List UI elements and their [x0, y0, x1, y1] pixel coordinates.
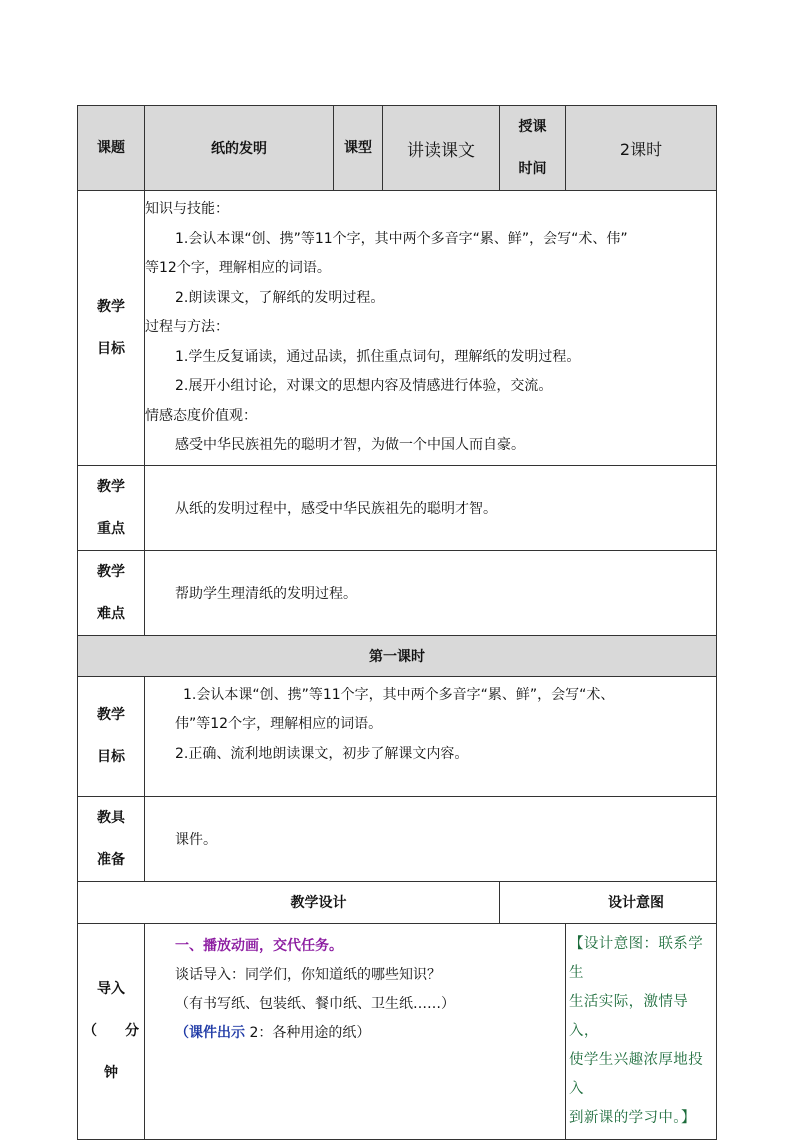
goals-line: 知识与技能： [145, 201, 229, 217]
lesson-plan-table [77, 105, 717, 1140]
intent-line: 使学生兴趣浓厚地投入 [569, 1051, 704, 1097]
difficulties-row [78, 550, 717, 635]
key-points-label [78, 465, 145, 550]
lesson1-goal-line: 伟”等12个字，理解相应的词语。 [175, 716, 383, 732]
goals-line: 2.朗读课文，了解纸的发明过程。 [175, 289, 385, 306]
difficulties-text: 帮助学生理清纸的发明过程。 [145, 550, 717, 635]
lesson1-goals-label-line1: 教学 [97, 707, 125, 723]
key-points-label-line1: 教学 [97, 478, 125, 495]
intro-row [78, 923, 717, 1139]
tools-label-line1: 教具 [97, 809, 125, 826]
difficulties-label-line1: 教学 [97, 563, 125, 580]
lesson1-goals-label-line2: 目标 [97, 749, 125, 765]
tools-row [78, 796, 717, 881]
time-label-line1: 授课 [518, 119, 547, 135]
courseware-text: 2：各种用途的纸） [245, 1024, 371, 1041]
tools-text: 课件。 [145, 796, 717, 881]
intro-label-line3: 钟 [104, 1065, 118, 1081]
key-points-row [78, 465, 717, 550]
intro-label-line2: （ 分 [83, 1023, 139, 1039]
goals-line: 感受中华民族祖先的聪明才智，为做一个中国人而自豪。 [175, 437, 525, 453]
courseware-label: （课件出示 [175, 1024, 245, 1041]
topic-value: 纸的发明 [145, 106, 334, 191]
lesson1-goals-label [78, 676, 145, 796]
intro-line-courseware [145, 1019, 565, 1048]
intro-label [78, 923, 145, 1139]
time-label-line2: 时间 [518, 161, 547, 177]
intro-line: 谈话导入：同学们，你知道纸的哪些知识？ [175, 966, 441, 983]
lesson1-goals-row [78, 676, 717, 796]
key-points-label-line2: 重点 [97, 520, 125, 537]
lesson1-goal-line: 2.正确、流利地朗读课文，初步了解课文内容。 [175, 745, 469, 762]
type-value: 讲读课文 [383, 106, 500, 191]
design-header-left: 教学设计 [78, 881, 500, 923]
design-header-row [78, 881, 717, 923]
design-header-right: 设计意图 [500, 881, 717, 923]
goals-row [78, 191, 717, 466]
design-intent [566, 923, 717, 1139]
goals-line: 等12个字，理解相应的词语。 [145, 260, 331, 276]
goals-label-line2: 目标 [97, 340, 125, 357]
key-points-text: 从纸的发明过程中，感受中华民族祖先的聪明才智。 [145, 465, 717, 550]
intro-content [145, 923, 566, 1139]
lesson1-title: 第一课时 [78, 635, 717, 676]
intro-label-line1: 导入 [97, 981, 125, 997]
intent-line: 生活实际，激情导入， [569, 993, 689, 1039]
step-title: 一、播放动画，交代任务。 [175, 937, 343, 954]
goals-content [145, 191, 717, 466]
intro-line: （有书写纸、包装纸、餐巾纸、卫生纸……） [175, 995, 455, 1012]
tools-label [78, 796, 145, 881]
lesson1-goal-line: 1.会认本课“创、携”等11个字，其中两个多音字“累、鲜”，会写“术、 [183, 686, 615, 703]
difficulties-label-line2: 难点 [97, 605, 125, 622]
goals-line: 1.学生反复诵读，通过品读，抓住重点词句，理解纸的发明过程。 [175, 348, 581, 365]
lesson1-goals-content [145, 676, 717, 796]
topic-label: 课题 [78, 106, 145, 191]
intent-line: 【设计意图：联系学生 [569, 935, 704, 981]
lesson1-title-row [78, 635, 717, 676]
header-row [78, 106, 717, 191]
goals-label [78, 191, 145, 466]
type-label: 课型 [334, 106, 383, 191]
intent-line: 到新课的学习中。】 [569, 1109, 696, 1126]
goals-label-line1: 教学 [97, 298, 125, 315]
goals-line: 1.会认本课“创、携”等11个字，其中两个多音字“累、鲜”，会写“术、伟” [175, 230, 628, 247]
tools-label-line2: 准备 [97, 851, 125, 868]
time-value: 2课时 [566, 106, 717, 191]
goals-line: 2.展开小组讨论，对课文的思想内容及情感进行体验，交流。 [175, 378, 553, 394]
time-label [500, 106, 566, 191]
goals-line: 过程与方法： [145, 319, 229, 335]
goals-line: 情感态度价值观： [145, 407, 257, 424]
difficulties-label [78, 550, 145, 635]
